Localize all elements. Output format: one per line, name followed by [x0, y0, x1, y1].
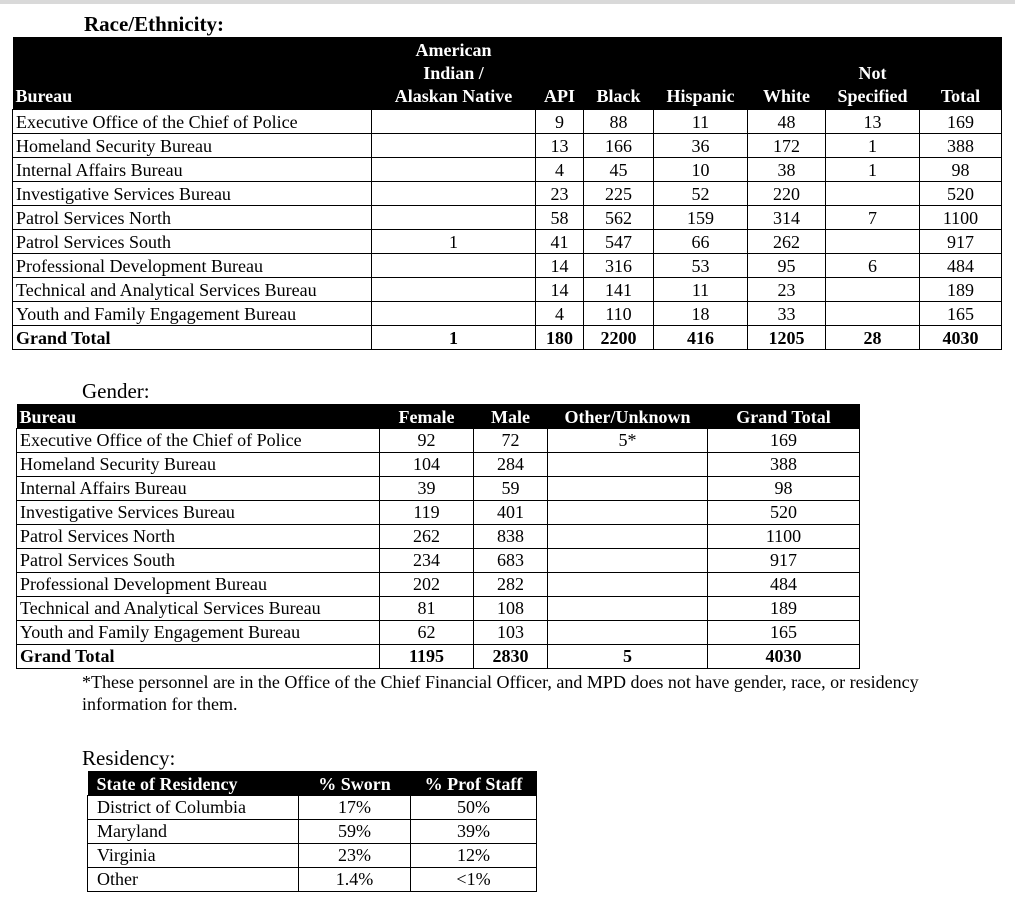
table-row [13, 230, 1002, 254]
total-cell: 1100 [920, 206, 1002, 230]
black-cell: 225 [584, 182, 654, 206]
table-row [17, 500, 860, 524]
white-cell: 172 [748, 134, 826, 158]
female-cell: 234 [380, 548, 474, 572]
white-cell: 23 [748, 278, 826, 302]
grand-total-cell: 98 [708, 476, 860, 500]
total-cell: 98 [920, 158, 1002, 182]
american-indian-cell: 1 [372, 230, 536, 254]
state-cell: Virginia [88, 843, 299, 867]
table-row [13, 302, 1002, 326]
bureau-name-cell: Patrol Services North [13, 206, 372, 230]
american-indian-cell [372, 278, 536, 302]
male-cell: 284 [474, 452, 548, 476]
bureau-name-cell: Investigative Services Bureau [17, 500, 380, 524]
bureau-name-cell: Youth and Family Engagement Bureau [17, 620, 380, 644]
state-cell: Other [88, 867, 299, 891]
bureau-name-cell: Grand Total [13, 326, 372, 350]
table-row [13, 134, 1002, 158]
american-indian-cell [372, 206, 536, 230]
total-cell: 165 [920, 302, 1002, 326]
other-unknown-cell [548, 548, 708, 572]
american-indian-cell [372, 110, 536, 134]
hispanic-cell: 416 [654, 326, 748, 350]
other-unknown-cell [548, 620, 708, 644]
bureau-name-cell: Grand Total [17, 644, 380, 668]
american-indian-cell [372, 302, 536, 326]
grand-total-row [17, 644, 860, 668]
black-cell: 110 [584, 302, 654, 326]
not-specified-cell: 13 [826, 110, 920, 134]
bureau-name-cell: Technical and Analytical Services Bureau [13, 278, 372, 302]
api-cell: 23 [536, 182, 584, 206]
other-unknown-cell [548, 452, 708, 476]
bureau-name-cell: Executive Office of the Chief of Police [13, 110, 372, 134]
residency-table [87, 771, 537, 892]
white-cell: 38 [748, 158, 826, 182]
gender-table-body [17, 428, 860, 668]
not-specified-cell [826, 278, 920, 302]
table-row [13, 110, 1002, 134]
column-header-not-specified [826, 37, 920, 110]
residency-header-row [88, 771, 537, 795]
column-header-other-unknown: Other/Unknown [548, 404, 708, 428]
table-row [17, 548, 860, 572]
race-table-body [13, 110, 1002, 350]
white-cell: 262 [748, 230, 826, 254]
grand-total-row [13, 326, 1002, 350]
not-specified-cell: 1 [826, 158, 920, 182]
not-specified-cell: 1 [826, 134, 920, 158]
other-unknown-cell [548, 596, 708, 620]
table-row [88, 867, 537, 891]
female-cell: 104 [380, 452, 474, 476]
table-row [17, 572, 860, 596]
white-cell: 314 [748, 206, 826, 230]
column-header-american-indian [372, 37, 536, 110]
other-unknown-cell [548, 500, 708, 524]
hispanic-cell: 11 [654, 110, 748, 134]
prof-staff-percent-cell: 50% [411, 795, 537, 819]
total-cell: 520 [920, 182, 1002, 206]
prof-staff-percent-cell: 39% [411, 819, 537, 843]
bureau-name-cell: Professional Development Bureau [17, 572, 380, 596]
grand-total-cell: 520 [708, 500, 860, 524]
other-unknown-cell [548, 524, 708, 548]
hispanic-cell: 53 [654, 254, 748, 278]
gender-table [16, 404, 860, 669]
not-specified-cell: 28 [826, 326, 920, 350]
prof-staff-percent-cell: <1% [411, 867, 537, 891]
table-row [17, 476, 860, 500]
male-cell: 59 [474, 476, 548, 500]
hispanic-cell: 10 [654, 158, 748, 182]
table-row [17, 524, 860, 548]
american-indian-cell [372, 254, 536, 278]
table-row [17, 620, 860, 644]
american-indian-cell [372, 182, 536, 206]
table-row [13, 254, 1002, 278]
hispanic-cell: 159 [654, 206, 748, 230]
white-cell: 1205 [748, 326, 826, 350]
total-cell: 4030 [920, 326, 1002, 350]
sworn-percent-cell: 17% [299, 795, 411, 819]
hispanic-cell: 52 [654, 182, 748, 206]
table-row [13, 182, 1002, 206]
bureau-name-cell: Technical and Analytical Services Bureau [17, 596, 380, 620]
api-cell: 180 [536, 326, 584, 350]
white-cell: 95 [748, 254, 826, 278]
bureau-name-cell: Homeland Security Bureau [13, 134, 372, 158]
table-row [17, 596, 860, 620]
not-specified-cell [826, 182, 920, 206]
header-line: American [415, 40, 492, 60]
bureau-name-cell: Executive Office of the Chief of Police [17, 428, 380, 452]
sworn-percent-cell: 59% [299, 819, 411, 843]
table-row [13, 206, 1002, 230]
api-cell: 58 [536, 206, 584, 230]
male-cell: 103 [474, 620, 548, 644]
male-cell: 683 [474, 548, 548, 572]
white-cell: 220 [748, 182, 826, 206]
total-cell: 484 [920, 254, 1002, 278]
other-unknown-cell: 5* [548, 428, 708, 452]
not-specified-cell [826, 230, 920, 254]
gender-section-title: Gender: [82, 379, 150, 403]
male-cell: 838 [474, 524, 548, 548]
total-cell: 388 [920, 134, 1002, 158]
api-cell: 13 [536, 134, 584, 158]
prof-staff-percent-cell: 12% [411, 843, 537, 867]
residency-section-title: Residency: [82, 746, 176, 770]
black-cell: 88 [584, 110, 654, 134]
female-cell: 119 [380, 500, 474, 524]
grand-total-cell: 169 [708, 428, 860, 452]
grand-total-cell: 189 [708, 596, 860, 620]
female-cell: 62 [380, 620, 474, 644]
female-cell: 1195 [380, 644, 474, 668]
black-cell: 141 [584, 278, 654, 302]
female-cell: 81 [380, 596, 474, 620]
bureau-name-cell: Investigative Services Bureau [13, 182, 372, 206]
hispanic-cell: 36 [654, 134, 748, 158]
total-cell: 189 [920, 278, 1002, 302]
column-header-bureau: Bureau [17, 404, 380, 428]
other-unknown-cell [548, 476, 708, 500]
column-header-black: Black [584, 37, 654, 110]
black-cell: 2200 [584, 326, 654, 350]
male-cell: 401 [474, 500, 548, 524]
male-cell: 108 [474, 596, 548, 620]
grand-total-cell: 1100 [708, 524, 860, 548]
grand-total-cell: 917 [708, 548, 860, 572]
female-cell: 262 [380, 524, 474, 548]
american-indian-cell [372, 158, 536, 182]
column-header-api: API [536, 37, 584, 110]
table-row [88, 795, 537, 819]
bureau-name-cell: Youth and Family Engagement Bureau [13, 302, 372, 326]
not-specified-cell [826, 302, 920, 326]
table-row [17, 428, 860, 452]
hispanic-cell: 11 [654, 278, 748, 302]
api-cell: 4 [536, 302, 584, 326]
black-cell: 562 [584, 206, 654, 230]
race-ethnicity-table [12, 37, 1002, 350]
api-cell: 41 [536, 230, 584, 254]
black-cell: 316 [584, 254, 654, 278]
female-cell: 202 [380, 572, 474, 596]
state-cell: Maryland [88, 819, 299, 843]
api-cell: 14 [536, 254, 584, 278]
table-row [13, 278, 1002, 302]
total-cell: 917 [920, 230, 1002, 254]
bureau-name-cell: Homeland Security Bureau [17, 452, 380, 476]
state-cell: District of Columbia [88, 795, 299, 819]
column-header-state: State of Residency [88, 771, 299, 795]
table-row [17, 452, 860, 476]
bureau-name-cell: Internal Affairs Bureau [13, 158, 372, 182]
hispanic-cell: 18 [654, 302, 748, 326]
hispanic-cell: 66 [654, 230, 748, 254]
total-cell: 169 [920, 110, 1002, 134]
bureau-name-cell: Patrol Services South [17, 548, 380, 572]
other-unknown-cell [548, 572, 708, 596]
column-header-prof-staff: % Prof Staff [411, 771, 537, 795]
table-row [13, 158, 1002, 182]
grand-total-cell: 484 [708, 572, 860, 596]
column-header-male: Male [474, 404, 548, 428]
column-header-hispanic: Hispanic [654, 37, 748, 110]
column-header-female: Female [380, 404, 474, 428]
american-indian-cell: 1 [372, 326, 536, 350]
not-specified-cell: 6 [826, 254, 920, 278]
bureau-name-cell: Patrol Services South [13, 230, 372, 254]
footnote: *These personnel are in the Office of the Chief Financial Officer, and MPD does not have gender, race, or residency information for them. [82, 672, 919, 714]
grand-total-cell: 165 [708, 620, 860, 644]
female-cell: 39 [380, 476, 474, 500]
sworn-percent-cell: 1.4% [299, 867, 411, 891]
male-cell: 2830 [474, 644, 548, 668]
table-row [88, 819, 537, 843]
male-cell: 282 [474, 572, 548, 596]
race-section-title: Race/Ethnicity: [84, 12, 224, 36]
api-cell: 14 [536, 278, 584, 302]
grand-total-cell: 4030 [708, 644, 860, 668]
bureau-name-cell: Professional Development Bureau [13, 254, 372, 278]
column-header-total: Total [920, 37, 1002, 110]
header-line: Alaskan Native [394, 86, 513, 106]
grand-total-cell: 388 [708, 452, 860, 476]
male-cell: 72 [474, 428, 548, 452]
not-specified-cell: 7 [826, 206, 920, 230]
header-line: Indian / [423, 63, 484, 83]
american-indian-cell [372, 134, 536, 158]
header-line: Specified [837, 86, 908, 106]
bureau-name-cell: Internal Affairs Bureau [17, 476, 380, 500]
black-cell: 45 [584, 158, 654, 182]
api-cell: 9 [536, 110, 584, 134]
gender-header-row [17, 404, 860, 428]
column-header-grand-total: Grand Total [708, 404, 860, 428]
black-cell: 547 [584, 230, 654, 254]
white-cell: 33 [748, 302, 826, 326]
residency-table-body [88, 795, 537, 891]
female-cell: 92 [380, 428, 474, 452]
white-cell: 48 [748, 110, 826, 134]
race-header-row [13, 37, 1002, 110]
table-row [88, 843, 537, 867]
bureau-name-cell: Patrol Services North [17, 524, 380, 548]
column-header-white: White [748, 37, 826, 110]
header-line: Not [858, 63, 887, 83]
other-unknown-cell: 5 [548, 644, 708, 668]
api-cell: 4 [536, 158, 584, 182]
black-cell: 166 [584, 134, 654, 158]
column-header-bureau: Bureau [13, 37, 372, 110]
column-header-sworn: % Sworn [299, 771, 411, 795]
page-top-border [0, 0, 1015, 4]
sworn-percent-cell: 23% [299, 843, 411, 867]
